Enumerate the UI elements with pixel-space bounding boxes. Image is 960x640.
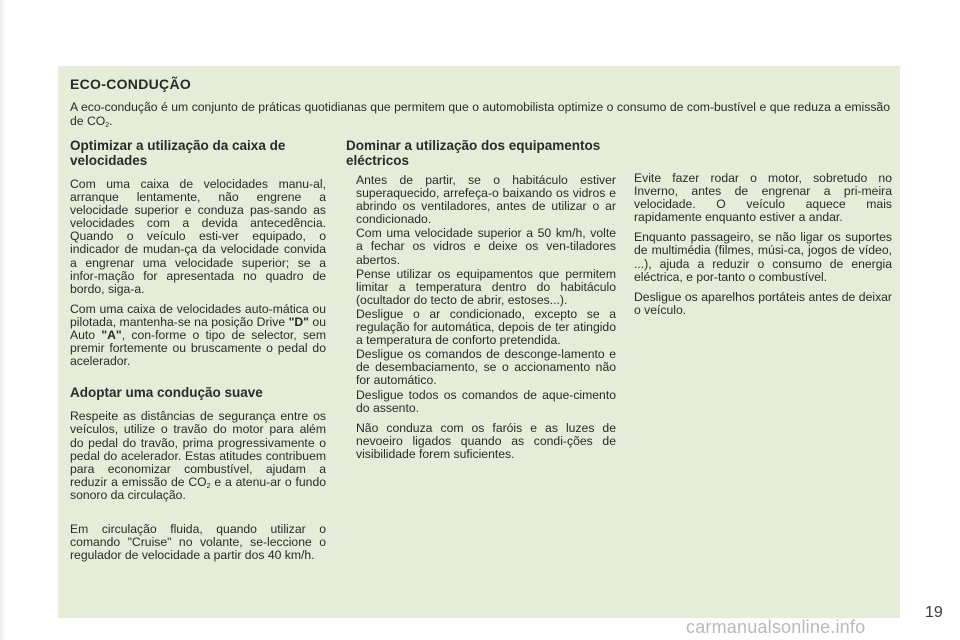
smooth-section-heading: Adoptar uma condução suave	[70, 385, 263, 401]
page-edge-shadow	[0, 0, 6, 640]
equipment-section-heading: Dominar a utilização dos equipamentos eléctricos	[346, 138, 601, 168]
engine-paragraph-1: Evite fazer rodar o motor, sobretudo no Inverno, antes de engrenar a pri-meira velocidade. O veículo aquece mais rapidamente enquanto estiver a andar.	[634, 171, 892, 225]
engine-paragraph-2: Enquanto passageiro, se não ligar os suportes de multimédia (filmes, músi-ca, jogos de vídeo, ...), ajuda a reduzir o consumo de energia eléctrica, e por-tanto o combustível.	[634, 230, 892, 284]
speed-section-heading: Optimizar a utilização da caixa de velocidades	[70, 138, 286, 168]
speed-paragraph-2: Com uma caixa de velocidades auto-mática ou pilotada, mantenha-se na posição Drive "D" ou Auto "A", con-forme o tipo de selector, sem premir fortemente ou bruscamente o pedal do acelerador.	[70, 301, 326, 369]
smooth-paragraph-2: Em circulação fluida, quando utilizar o comando "Cruise" no volante, se-leccione o regulador de velocidade a partir dos 40 km/h.	[70, 521, 326, 563]
watermark: carmanualsonline.info	[686, 617, 866, 637]
page-title: ECO-CONDUÇÃO	[70, 76, 192, 92]
equipment-paragraph-7: Não conduza com os faróis e as luzes de nevoeiro ligados quando as condi-ções de visibilidade forem suficientes.	[356, 420, 616, 461]
equipment-paragraph-1: Antes de partir, se o habitáculo estiver superaquecido, arrefeça-o baixando os vidros e abrindo os ventiladores, antes de utilizar o ar condicionado.	[356, 173, 616, 227]
speed-paragraph-1: Com uma caixa de velocidades manu-al, arranque lentamente, não engrene a velocidade superior e conduza pas-sando as velocidades com a devida antecedência. Quando o veículo esti-ver equipado, o indicador de mudan-ça da velocidade convida a engrenar uma velocidade superior; se a infor-mação for apresentada no quadro de bordo, siga-a.	[70, 177, 326, 296]
equipment-paragraph-6: Desligue todos os comandos de aque-cimento do assento.	[356, 387, 616, 415]
engine-paragraph-3: Desligue os aparelhos portáteis antes de deixar o veículo.	[634, 289, 892, 317]
equipment-paragraph-5: Desligue os comandos de desconge-lamento e de desembaciamento, se o accionamento não for automático.	[356, 347, 616, 388]
column-right	[634, 172, 892, 324]
column-left	[70, 138, 326, 569]
column-middle	[346, 138, 616, 468]
smooth-paragraph-1: Respeite as distâncias de segurança entre os veículos, utilize o travão do motor para além do pedal do travão, prima progressivamente o pedal do acelerador. Estas atitudes contribuem para economizar combustível, ajudam a reduzir a emissão de $CO_2$ e a atenu-ar o fundo sonoro da circulação.	[70, 409, 326, 502]
equipment-paragraph-4: Desligue o ar condicionado, excepto se a regulação for automática, depois de ter atingido a temperatura de conforto pretendida.	[356, 306, 616, 348]
page-number: 19	[925, 604, 943, 621]
equipment-paragraph-2: Com uma velocidade superior a 50 km/h, volte a fechar os vidros e deixe os ven-tiladores abertos.	[356, 226, 616, 267]
intro-paragraph: A eco-condução é um conjunto de práticas quotidianas que permitem que o automobilista optimize o consumo de com-bustível e que reduza a emissão de $CO_2$.	[70, 100, 890, 129]
equipment-paragraph-3: Pense utilizar os equipamentos que permitem limitar a temperatura dentro do habitáculo (ocultador do tecto de abrir, estoses...).	[356, 266, 616, 307]
